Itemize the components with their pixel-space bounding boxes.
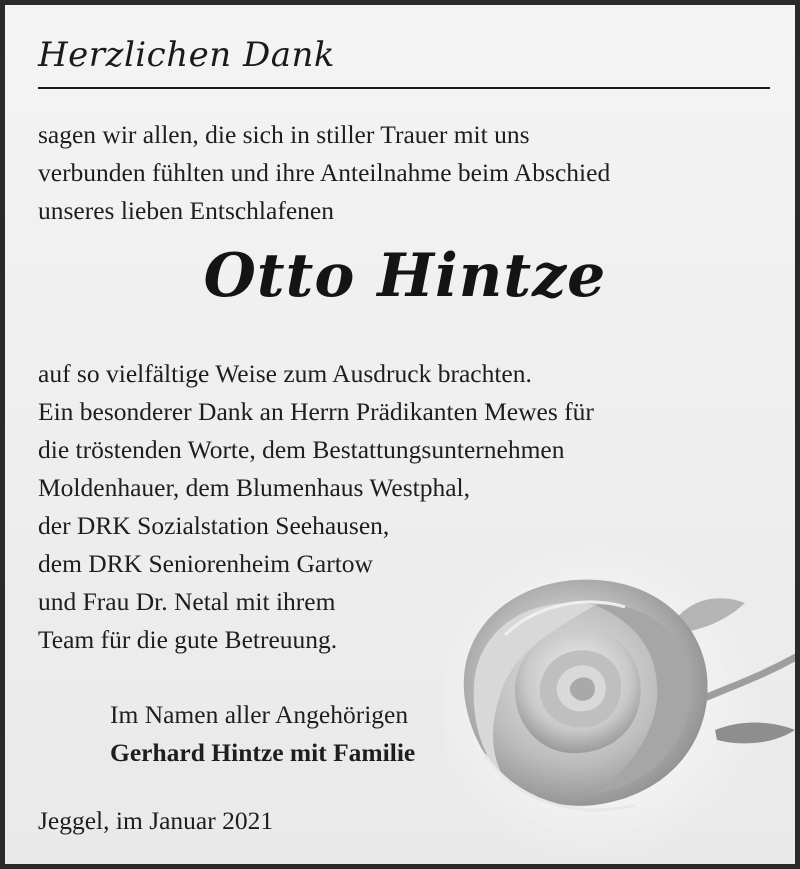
body-line: der DRK Sozialstation Seehausen, (38, 511, 390, 540)
signature-block (110, 696, 415, 772)
intro-paragraph (38, 116, 610, 230)
body-paragraph (38, 355, 594, 659)
signature-family: Gerhard Hintze mit Familie (110, 738, 416, 767)
header-divider (38, 87, 770, 89)
body-line: Ein besonderer Dank an Herrn Prädikanten Mewes für (38, 397, 594, 426)
body-line: die tröstenden Worte, dem Bestattungsunternehmen (38, 435, 565, 464)
body-line: Moldenhauer, dem Blumenhaus Westphal, (38, 473, 470, 502)
body-line: dem DRK Seniorenheim Gartow (38, 549, 373, 578)
place-date: Jeggel, im Januar 2021 (38, 806, 274, 835)
signature-line: Im Namen aller Angehörigen (110, 700, 409, 729)
intro-line: sagen wir allen, die sich in stiller Trauer mit uns (38, 120, 530, 149)
deceased-name: Otto Hintze (203, 241, 607, 311)
intro-line: verbunden fühlten und ihre Anteilnahme beim Abschied (38, 158, 611, 187)
body-line: und Frau Dr. Netal mit ihrem (38, 587, 336, 616)
intro-line: unseres lieben Entschlafenen (38, 196, 334, 225)
header-title: Herzlichen Dank (38, 35, 335, 75)
body-line: Team für die gute Betreuung. (38, 625, 338, 654)
body-line: auf so vielfältige Weise zum Ausdruck brachten. (38, 359, 532, 388)
